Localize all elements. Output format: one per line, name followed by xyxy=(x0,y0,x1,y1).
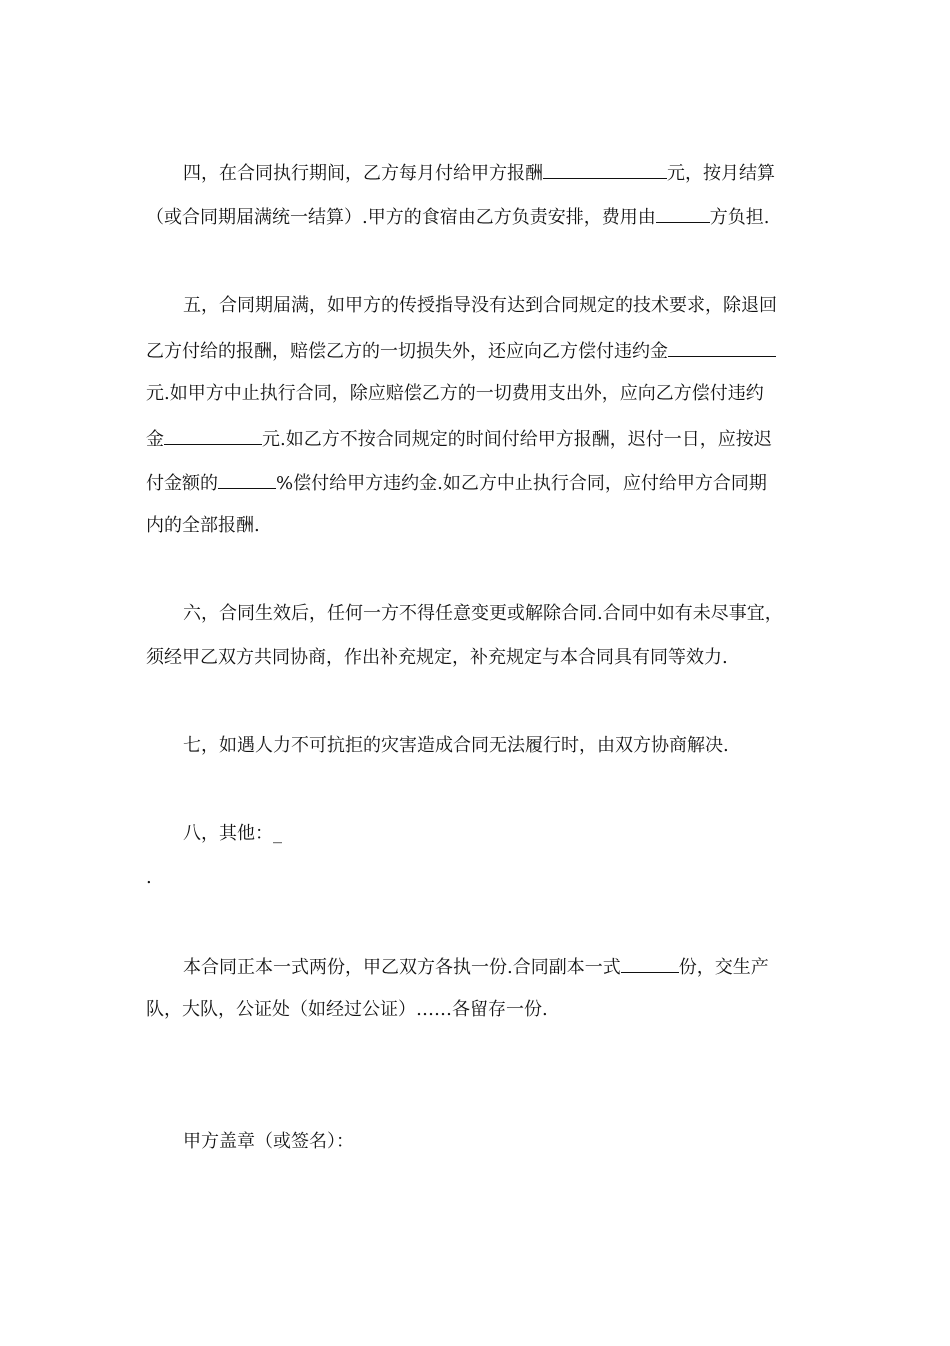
clause-5-line-2 xyxy=(146,338,776,364)
copies-text-1b: 份，交生产 xyxy=(678,957,769,978)
copies-text-2: 队，大队，公证处（如经过公证）……各留存一份. xyxy=(146,999,548,1020)
clause-6-text-2: 须经甲乙双方共同协商，作出补充规定，补充规定与本合同具有同等效力. xyxy=(146,647,728,668)
clause-7-line-1 xyxy=(183,734,729,758)
clause-8-line-2 xyxy=(146,866,152,890)
clause-5-line-1 xyxy=(183,294,777,318)
copies-count-blank[interactable] xyxy=(621,954,679,973)
clause-6-line-2 xyxy=(146,646,728,670)
party-a-signature-text: 甲方盖章（或签名）： xyxy=(183,1131,354,1152)
clause-7-text: 七，如遇人力不可抗拒的灾害造成合同无法履行时，由双方协商解决. xyxy=(183,735,729,756)
penalty-a-blank[interactable] xyxy=(668,338,776,357)
clause-5-line-5 xyxy=(146,470,767,496)
clause-4-text: 四，在合同执行期间，乙方每月付给甲方报酬 xyxy=(183,163,543,184)
clause-4-line-2 xyxy=(146,204,769,230)
party-a-signature-label xyxy=(183,1130,354,1154)
penalty-b-blank[interactable] xyxy=(164,426,262,445)
copies-line-2 xyxy=(146,998,548,1022)
expense-party-blank[interactable] xyxy=(656,204,710,223)
monthly-payment-blank[interactable] xyxy=(543,160,667,179)
clause-5-text-5a: 付金额的 xyxy=(146,473,218,494)
clause-4-text-2-end: 方负担. xyxy=(709,207,770,228)
clause-5-line-6 xyxy=(146,514,260,538)
clause-6-text-1: 六，合同生效后，任何一方不得任意变更或解除合同.合同中如有未尽事宜， xyxy=(183,603,783,624)
clause-4-text-end: 元，按月结算 xyxy=(667,163,775,184)
clause-5-text-2: 乙方付给的报酬，赔偿乙方的一切损失外，还应向乙方偿付违约金 xyxy=(146,341,668,362)
clause-5-text-1: 五，合同期届满，如甲方的传授指导没有达到合同规定的技术要求，除退回 xyxy=(183,295,777,316)
clause-5-line-4 xyxy=(146,426,772,452)
clause-5-text-5b: %偿付给甲方违约金.如乙方中止执行合同，应付给甲方合同期 xyxy=(276,473,767,494)
clause-4-line-1 xyxy=(183,160,775,186)
clause-5-text-4a: 金 xyxy=(146,429,164,450)
clause-4-text-2: （或合同期届满统一结算）.甲方的食宿由乙方负责安排，费用由 xyxy=(146,207,656,228)
clause-5-text-6: 内的全部报酬. xyxy=(146,515,260,536)
clause-5-text-3: 元.如甲方中止执行合同，除应赔偿乙方的一切费用支出外，应向乙方偿付违约 xyxy=(146,383,764,404)
clause-8-text: 八，其他：_ xyxy=(183,823,282,844)
clause-8-text-2: . xyxy=(146,867,152,888)
clause-5-line-3 xyxy=(146,382,764,406)
copies-text-1a: 本合同正本一式两份，甲乙双方各执一份.合同副本一式 xyxy=(183,957,621,978)
late-rate-blank[interactable] xyxy=(218,470,276,489)
clause-8-line-1 xyxy=(183,822,282,846)
clause-6-line-1 xyxy=(183,602,783,626)
copies-line-1 xyxy=(183,954,769,980)
clause-5-text-4b: 元.如乙方不按合同规定的时间付给甲方报酬，迟付一日，应按迟 xyxy=(262,429,772,450)
